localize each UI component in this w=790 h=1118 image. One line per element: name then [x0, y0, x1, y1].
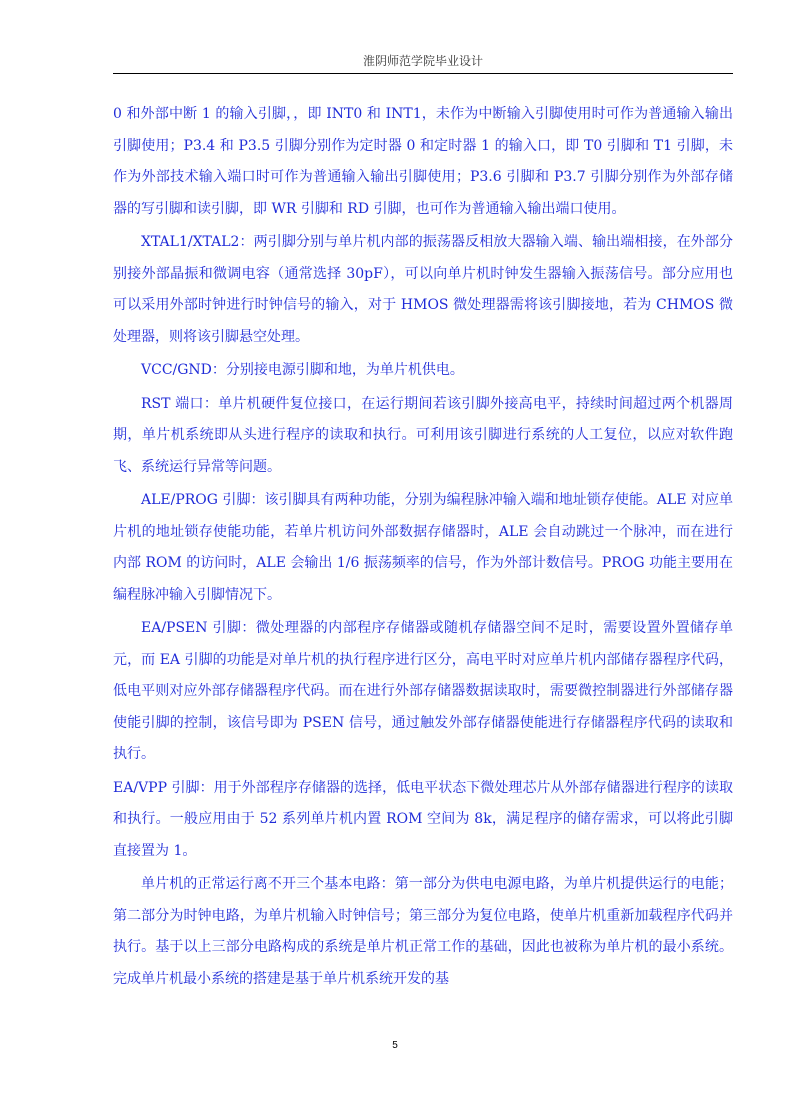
- paragraph-ea-psen: EA/PSEN 引脚：微处理器的内部程序存储器或随机存储器空间不足时，需要设置外置储存单元，而 EA 引脚的功能是对单片机的执行程序进行区分，高电平时对应单片机内部储存器程序代码，低电平则对应外部存储器程序代码。而在进行外部存储器数据读取时，需要微控制器进行外部储存器使能引脚的控制，该信号即为 PSEN 信号，通过触发外部存储器使能进行存储器程序代码的读取和执行。: [113, 620, 733, 762]
- page-number: 5: [392, 1040, 398, 1051]
- paragraph-vcc-gnd: VCC/GND：分别接电源引脚和地，为单片机供电。: [141, 362, 464, 378]
- paragraph-ea-vpp: EA/VPP 引脚：用于外部程序存储器的选择，低电平状态下微处理芯片从外部存储器进行程序的读取和执行。一般应用由于 52 系列单片机内置 ROM 空间为 8k，满足程序的储存需求，可以将此引脚直接置为 1。: [113, 779, 733, 859]
- page-header-title: 淮阴师范学院毕业设计: [362, 54, 483, 68]
- paragraph-xtal: XTAL1/XTAL2：两引脚分别与单片机内部的振荡器反相放大器输入端、输出端相接，在外部分别接外部晶振和微调电容（通常选择 30pF），可以向单片机时钟发生器输入振荡信号。部分应用也可以采用外部时钟进行时钟信号的输入，对于 HMOS 微处理器需将该引脚接地，若为 CHMOS 微处理器，则将该引脚悬空处理。: [113, 234, 733, 345]
- body-text: [113, 99, 733, 997]
- header-divider: [113, 73, 733, 74]
- paragraph-port3-pins: 0 和外部中断 1 的输入引脚，，即 INT0 和 INT1，未作为中断输入引脚使用时可作为普通输入输出引脚使用；P3.4 和 P3.5 引脚分别作为定时器 0 和定时器 1 的输入口，即 T0 引脚和 T1 引脚，未作为外部技术输入端口时可作为普通输入输出引脚使用；P3.6 引脚和 P3.7 引脚分别作为外部存储器的写引脚和读引脚，即 WR 引脚和 RD 引脚，也可作为普通输入输出端口使用。: [113, 106, 733, 217]
- paragraph-ale-prog: ALE/PROG 引脚：该引脚具有两种功能，分别为编程脉冲输入端和地址锁存使能。ALE 对应单片机的地址锁存使能功能，若单片机访问外部数据存储器时，ALE 会自动跳过一个脉冲，而在进行内部 ROM 的访问时，ALE 会输出 1/6 振荡频率的信号，作为外部计数信号。PROG 功能主要用在编程脉冲输入引脚情况下。: [113, 492, 733, 603]
- paragraph-minimum-system: 单片机的正常运行离不开三个基本电路：第一部分为供电电源电路，为单片机提供运行的电能；第二部分为时钟电路，为单片机输入时钟信号；第三部分为复位电路，使单片机重新加载程序代码并执行。基于以上三部分电路构成的系统是单片机正常工作的基础，因此也被称为单片机的最小系统。完成单片机最小系统的搭建是基于单片机系统开发的基: [113, 876, 733, 987]
- paragraph-rst: RST 端口：单片机硬件复位接口，在运行期间若该引脚外接高电平，持续时间超过两个机器周期，单片机系统即从头进行程序的读取和执行。可利用该引脚进行系统的人工复位，以应对软件跑飞、系统运行异常等问题。: [113, 395, 733, 475]
